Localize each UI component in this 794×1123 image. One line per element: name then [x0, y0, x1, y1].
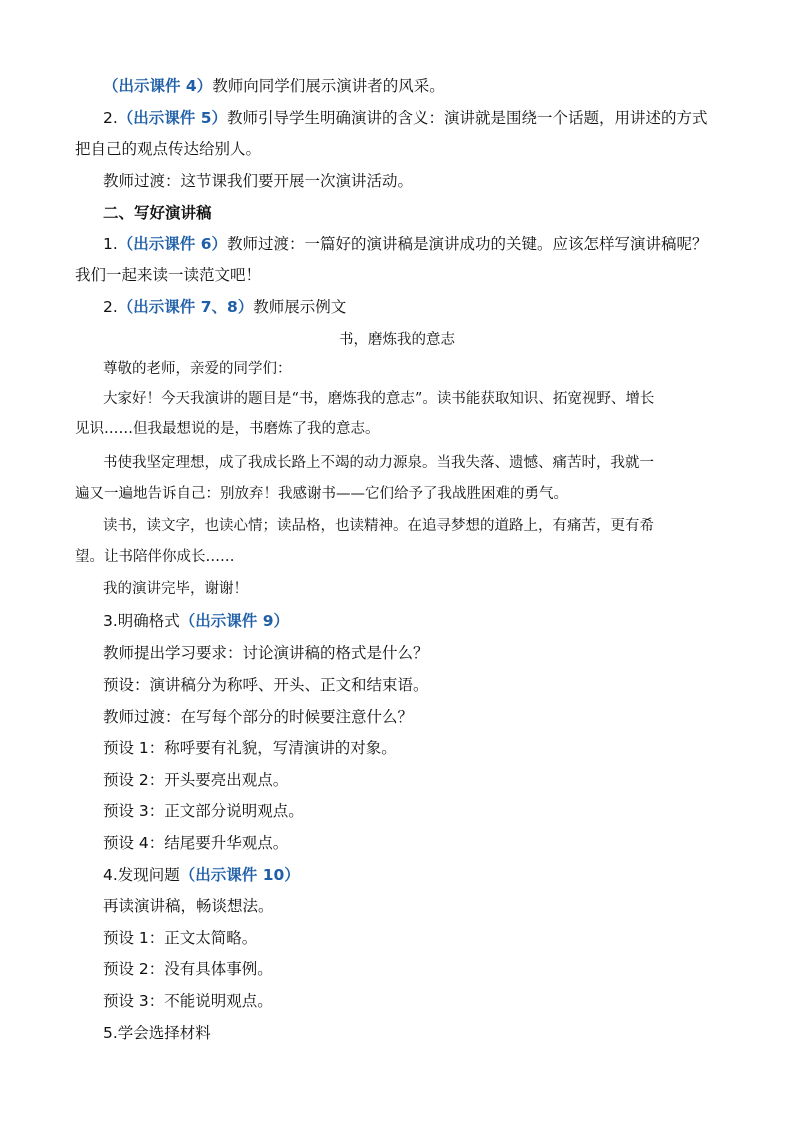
item-number: 2.	[103, 298, 118, 316]
section-heading	[103, 202, 212, 224]
section-4-heading	[103, 864, 300, 886]
sample-title: 书，磨炼我的意志	[339, 332, 455, 348]
courseware-tag: （出示课件 6）	[117, 235, 227, 253]
line-text: 教师向同学们展示演讲者的风采。	[212, 77, 445, 95]
line-text: 教师过渡：这节课我们要开展一次演讲活动。	[103, 172, 414, 190]
section-3-heading	[103, 610, 289, 632]
sample-paragraph-2b: 遍又一遍地告诉自己：别放弃！我感谢书——它们给予了我战胜困难的勇气。	[75, 486, 568, 502]
line-text: 教师过渡：一篇好的演讲稿是演讲成功的关键。应该怎样写演讲稿呢？	[226, 235, 708, 253]
section-5-heading: 5.学会选择材料	[103, 1024, 211, 1042]
courseware-tag: （出示课件 4）	[103, 77, 213, 95]
sample-paragraph-2a: 书使我坚定理想，成了我成长路上不竭的动力源泉。当我失落、遗憾、痛苦时，我就一	[103, 455, 654, 471]
sample-paragraph-3b: 望。让书陪伴你成长……	[75, 549, 235, 565]
courseware-tag: （出示课件 9）	[179, 612, 289, 630]
item-number: 2.	[103, 109, 118, 127]
list-item: 预设 2：没有具体事例。	[103, 960, 273, 978]
list-item: 教师过渡：在写每个部分的时候要注意什么？	[103, 708, 414, 726]
list-item: 预设 3：不能说明观点。	[103, 992, 273, 1010]
line-courseware-6	[103, 233, 708, 255]
list-item: 预设 3：正文部分说明观点。	[103, 802, 304, 820]
list-item: 预设 4：结尾要升华观点。	[103, 834, 289, 852]
sample-paragraph-1b: 见识……但我最想说的是，书磨炼了我的意志。	[75, 421, 380, 437]
line-courseware-5	[103, 107, 708, 129]
line-text: 把自己的观点传达给别人。	[75, 140, 262, 158]
line-transition	[103, 170, 413, 192]
sample-paragraph-1a: 大家好！今天我演讲的题目是“书，磨炼我的意志”。读书能获取知识、拓宽视野、增长	[103, 391, 655, 407]
line-text: 我们一起来读一读范文吧！	[75, 266, 262, 284]
heading-text: 4.发现问题	[103, 866, 180, 884]
line-continuation	[75, 138, 261, 160]
list-item: 预设 1：称呼要有礼貌，写清演讲的对象。	[103, 739, 397, 757]
item-number: 1.	[103, 235, 118, 253]
list-item: 预设 1：正文太简略。	[103, 929, 258, 947]
sample-paragraph-3a: 读书，读文字，也读心情；读品格，也读精神。在追寻梦想的道路上，有痛苦，更有希	[103, 518, 654, 534]
list-item: 再读演讲稿，畅谈想法。	[103, 897, 274, 915]
line-continuation	[75, 264, 261, 286]
courseware-tag: （出示课件 5）	[117, 109, 227, 127]
courseware-tag: （出示课件 10）	[179, 866, 300, 884]
line-text: 教师引导学生明确演讲的含义：演讲就是围绕一个话题，用讲述的方式	[226, 109, 708, 127]
list-item: 预设：演讲稿分为称呼、开头、正文和结束语。	[103, 676, 429, 694]
line-courseware-4	[103, 75, 445, 97]
line-courseware-7-8	[103, 296, 346, 318]
list-item: 预设 2：开头要亮出观点。	[103, 771, 289, 789]
list-item: 教师提出学习要求：讨论演讲稿的格式是什么？	[103, 644, 429, 662]
heading-text: 3.明确格式	[103, 612, 180, 630]
line-text: 教师展示例文	[253, 298, 347, 316]
sample-greeting: 尊敬的老师，亲爱的同学们：	[103, 361, 292, 377]
courseware-tag: （出示课件 7、8）	[117, 298, 254, 316]
heading-text: 二、写好演讲稿	[103, 204, 212, 222]
sample-closing: 我的演讲完毕，谢谢！	[103, 581, 248, 597]
